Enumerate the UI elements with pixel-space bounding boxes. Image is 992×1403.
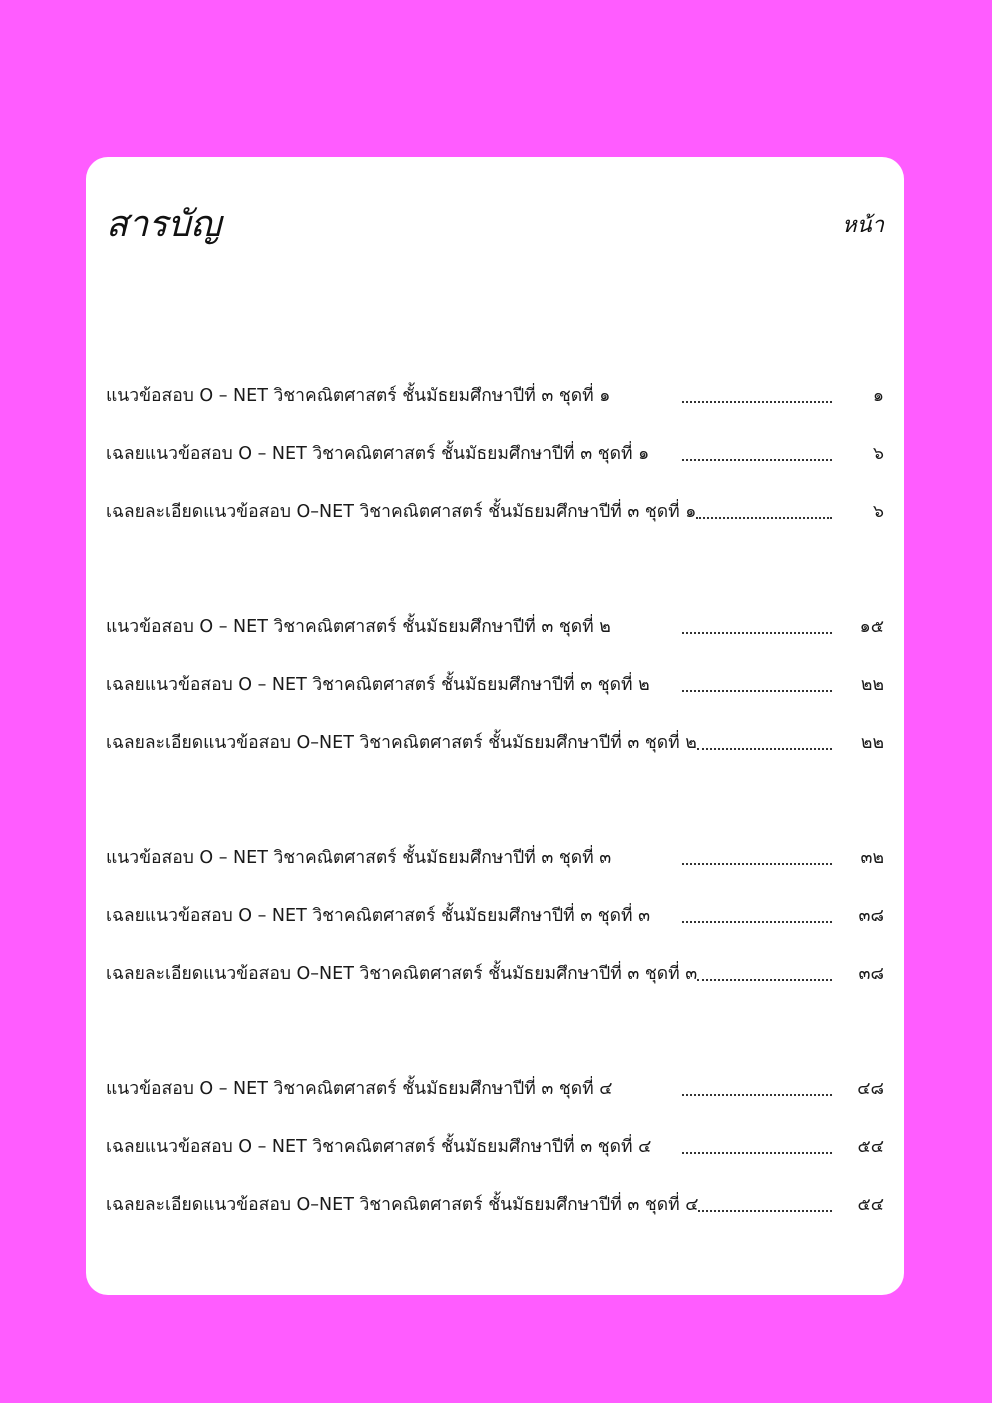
toc-entry-page: ๓๘ bbox=[858, 964, 884, 984]
dot-leader bbox=[682, 1094, 832, 1096]
toc-entry-label: แนวข้อสอบ O – NET วิชาคณิตศาสตร์ ชั้นมัธยมศึกษาปีที่ ๓ ชุดที่ ๑ bbox=[106, 386, 611, 406]
dot-leader bbox=[682, 1152, 832, 1154]
dot-leader bbox=[696, 517, 832, 519]
dot-leader bbox=[682, 863, 832, 865]
toc-entry-page: ๓๒ bbox=[860, 848, 884, 868]
dot-leader bbox=[682, 459, 832, 461]
dot-leader bbox=[682, 921, 832, 923]
toc-entry-page: ๑ bbox=[872, 386, 884, 406]
toc-entry[interactable] bbox=[106, 610, 884, 640]
toc-entry-label: เฉลยละเอียดแนวข้อสอบ O–NET วิชาคณิตศาสตร์ ชั้นมัธยมศึกษาปีที่ ๓ ชุดที่ ๓ bbox=[106, 964, 698, 984]
toc-entry[interactable] bbox=[106, 1188, 884, 1218]
toc-entry-page: ๒๒ bbox=[860, 675, 884, 695]
toc-entry[interactable] bbox=[106, 668, 884, 698]
toc-entry[interactable] bbox=[106, 726, 884, 756]
toc-entry-label: เฉลยละเอียดแนวข้อสอบ O–NET วิชาคณิตศาสตร์ ชั้นมัธยมศึกษาปีที่ ๓ ชุดที่ ๒ bbox=[106, 733, 697, 753]
toc-entry-page: ๕๔ bbox=[857, 1137, 884, 1157]
toc-entry[interactable] bbox=[106, 899, 884, 929]
toc-entry[interactable] bbox=[106, 841, 884, 871]
toc-entry-label: เฉลยแนวข้อสอบ O – NET วิชาคณิตศาสตร์ ชั้นมัธยมศึกษาปีที่ ๓ ชุดที่ ๔ bbox=[106, 1137, 652, 1157]
toc-entry-label: เฉลยละเอียดแนวข้อสอบ O–NET วิชาคณิตศาสตร์ ชั้นมัธยมศึกษาปีที่ ๓ ชุดที่ ๔ bbox=[106, 1195, 699, 1215]
dot-leader bbox=[682, 690, 832, 692]
dot-leader bbox=[682, 632, 832, 634]
dot-leader bbox=[682, 401, 832, 403]
dot-leader bbox=[698, 1210, 832, 1212]
toc-card bbox=[86, 157, 904, 1295]
toc-entry[interactable] bbox=[106, 1130, 884, 1160]
toc-entry[interactable] bbox=[106, 495, 884, 525]
toc-entry[interactable] bbox=[106, 437, 884, 467]
toc-title: สารบัญ bbox=[106, 204, 222, 245]
toc-entry-label: เฉลยแนวข้อสอบ O – NET วิชาคณิตศาสตร์ ชั้นมัธยมศึกษาปีที่ ๓ ชุดที่ ๒ bbox=[106, 675, 650, 695]
toc-entry-label: แนวข้อสอบ O – NET วิชาคณิตศาสตร์ ชั้นมัธยมศึกษาปีที่ ๓ ชุดที่ ๔ bbox=[106, 1079, 613, 1099]
toc-entry[interactable] bbox=[106, 379, 884, 409]
toc-entry-page: ๕๔ bbox=[857, 1195, 884, 1215]
dot-leader bbox=[697, 748, 832, 750]
toc-entry-label: เฉลยแนวข้อสอบ O – NET วิชาคณิตศาสตร์ ชั้นมัธยมศึกษาปีที่ ๓ ชุดที่ ๑ bbox=[106, 444, 650, 464]
page-column-heading: หน้า bbox=[842, 213, 884, 238]
toc-entry-page: ๓๘ bbox=[858, 906, 884, 926]
toc-entry[interactable] bbox=[106, 1072, 884, 1102]
toc-entry-page: ๑๕ bbox=[859, 617, 884, 637]
toc-entry-label: เฉลยละเอียดแนวข้อสอบ O–NET วิชาคณิตศาสตร์ ชั้นมัธยมศึกษาปีที่ ๓ ชุดที่ ๑ bbox=[106, 502, 697, 522]
dot-leader bbox=[697, 979, 832, 981]
toc-entry-page: ๔๘ bbox=[857, 1079, 884, 1099]
toc-entry[interactable] bbox=[106, 957, 884, 987]
toc-entry-label: แนวข้อสอบ O – NET วิชาคณิตศาสตร์ ชั้นมัธยมศึกษาปีที่ ๓ ชุดที่ ๒ bbox=[106, 617, 611, 637]
toc-entry-label: เฉลยแนวข้อสอบ O – NET วิชาคณิตศาสตร์ ชั้นมัธยมศึกษาปีที่ ๓ ชุดที่ ๓ bbox=[106, 906, 651, 926]
toc-entry-page: ๖ bbox=[872, 502, 884, 522]
toc-entry-page: ๖ bbox=[872, 444, 884, 464]
toc-entry-page: ๒๒ bbox=[860, 733, 884, 753]
toc-entry-label: แนวข้อสอบ O – NET วิชาคณิตศาสตร์ ชั้นมัธยมศึกษาปีที่ ๓ ชุดที่ ๓ bbox=[106, 848, 612, 868]
